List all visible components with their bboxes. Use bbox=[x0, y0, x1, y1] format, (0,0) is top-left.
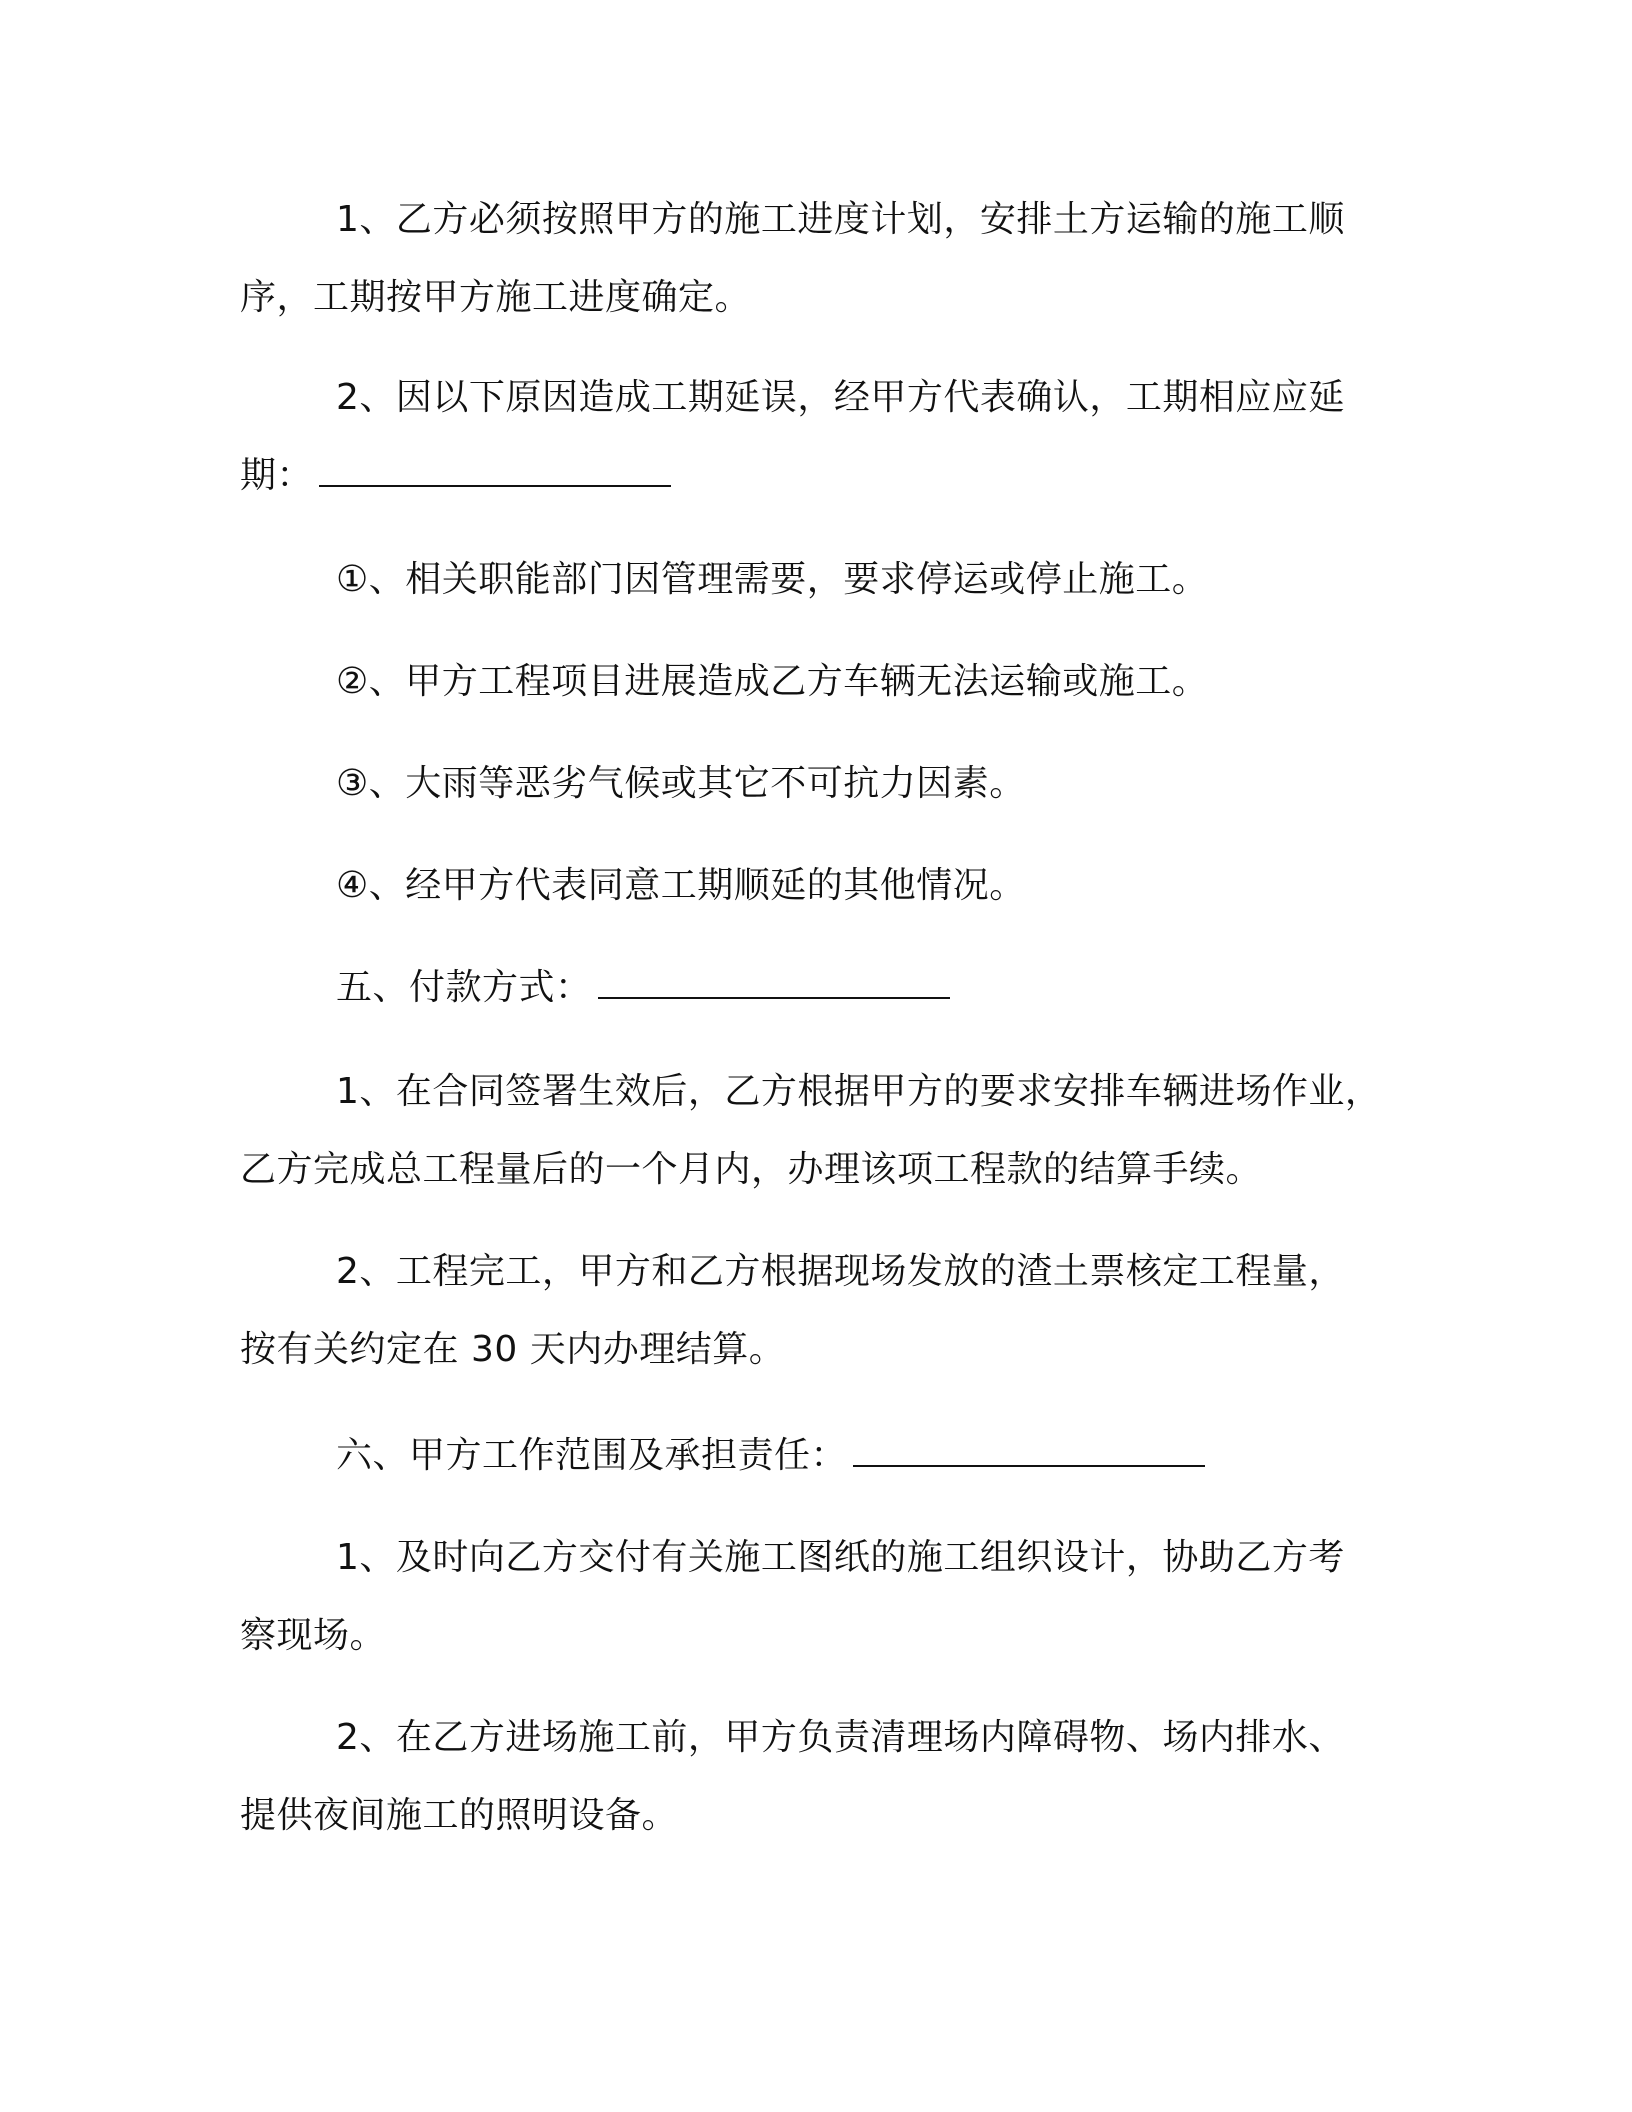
paragraph-line: 1、乙方必须按照甲方的施工进度计划，安排土方运输的施工顺 bbox=[336, 199, 1345, 240]
paragraph-line-text: 期： bbox=[240, 455, 314, 496]
list-item: ①、相关职能部门因管理需要，要求停运或停止施工。 bbox=[336, 559, 1209, 600]
paragraph-line-with-blank bbox=[240, 452, 671, 500]
paragraph-line: 2、在乙方进场施工前，甲方负责清理场内障碍物、场内排水、 bbox=[336, 1717, 1345, 1758]
paragraph-line: 提供夜间施工的照明设备。 bbox=[240, 1795, 679, 1836]
paragraph-line: 序，工期按甲方施工进度确定。 bbox=[240, 277, 752, 318]
paragraph-line: 2、工程完工，甲方和乙方根据现场发放的渣土票核定工程量， bbox=[336, 1251, 1345, 1292]
paragraph-line: 1、在合同签署生效后，乙方根据甲方的要求安排车辆进场作业， bbox=[336, 1071, 1382, 1112]
section-heading: 五、付款方式： bbox=[336, 967, 592, 1008]
fill-in-blank bbox=[319, 455, 671, 487]
list-item: ④、经甲方代表同意工期顺延的其他情况。 bbox=[336, 865, 1026, 906]
list-item: ③、大雨等恶劣气候或其它不可抗力因素。 bbox=[336, 763, 1026, 804]
paragraph-line: 2、因以下原因造成工期延误，经甲方代表确认，工期相应应延 bbox=[336, 377, 1345, 418]
paragraph-line: 察现场。 bbox=[240, 1615, 387, 1656]
list-item: ②、甲方工程项目进展造成乙方车辆无法运输或施工。 bbox=[336, 661, 1209, 702]
section-heading: 六、甲方工作范围及承担责任： bbox=[336, 1435, 848, 1476]
fill-in-blank bbox=[598, 967, 950, 999]
fill-in-blank bbox=[853, 1435, 1205, 1467]
section-heading-with-blank bbox=[336, 1432, 1205, 1480]
paragraph-line: 乙方完成总工程量后的一个月内，办理该项工程款的结算手续。 bbox=[240, 1149, 1263, 1190]
paragraph-line: 1、及时向乙方交付有关施工图纸的施工组织设计，协助乙方考 bbox=[336, 1537, 1345, 1578]
paragraph-line: 按有关约定在 30 天内办理结算。 bbox=[240, 1329, 786, 1370]
section-heading-with-blank bbox=[336, 964, 950, 1012]
